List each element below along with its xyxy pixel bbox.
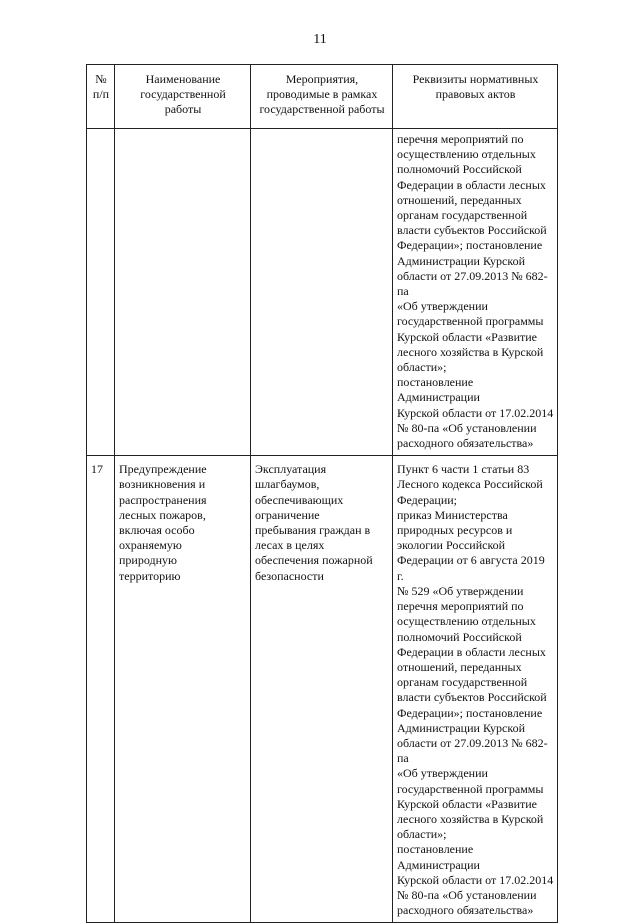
header-measures-text: Мероприятия, проводимые в рамках государственной работы	[259, 72, 385, 117]
table-header-row	[87, 65, 558, 129]
cell-number: 17	[87, 456, 115, 923]
cell-number	[87, 129, 115, 456]
table-row	[87, 456, 558, 923]
header-number-text: № п/п	[92, 72, 110, 102]
cell-measures: Эксплуатация шлагбаумов, обеспечивающих ограничение пребывания граждан в лесах в целях обеспечения пожарной безопасности	[251, 456, 393, 923]
header-measures	[251, 65, 393, 129]
header-legal-acts	[393, 65, 558, 129]
cell-measures	[251, 129, 393, 456]
header-work-name	[115, 65, 251, 129]
header-legal-acts-text: Реквизиты нормативных правовых актов	[412, 72, 539, 102]
measures-table	[86, 64, 558, 923]
cell-legal-acts: Пункт 6 части 1 статьи 83 Лесного кодекса Российской Федерации; приказ Министерства природных ресурсов и экологии Российской Федерации от 6 августа 2019 г. № 529 «Об утверждении перечня мероприятий по осуществлению отдельных полномочий Российской Федерации в области лесных отношений, переданных органам государственной власти субъектов Российской Федерации»; постановление Администрации Курской области от 27.09.2013 № 682-па «Об утверждении государственной программы Курской области «Развитие лесного хозяйства в Курской области»; постановление Администрации Курской области от 17.02.2014 № 80-па «Об установлении расходного обязательства»	[393, 456, 558, 923]
page-number: 11	[313, 32, 327, 47]
header-number	[87, 65, 115, 129]
cell-work-name	[115, 129, 251, 456]
table-row	[87, 129, 558, 456]
header-work-name-text: Наименование государственной работы	[140, 72, 226, 117]
cell-legal-acts: перечня мероприятий по осуществлению отдельных полномочий Российской Федерации в области лесных отношений, переданных органам государственной власти субъектов Российской Федерации»; постановление Администрации Курской области от 27.09.2013 № 682-па «Об утверждении государственной программы Курской области «Развитие лесного хозяйства в Курской области»; постановление Администрации Курской области от 17.02.2014 № 80-па «Об установлении расходного обязательства»	[393, 129, 558, 456]
cell-work-name: Предупреждение возникновения и распространения лесных пожаров, включая особо охраняемую природную территорию	[115, 456, 251, 923]
